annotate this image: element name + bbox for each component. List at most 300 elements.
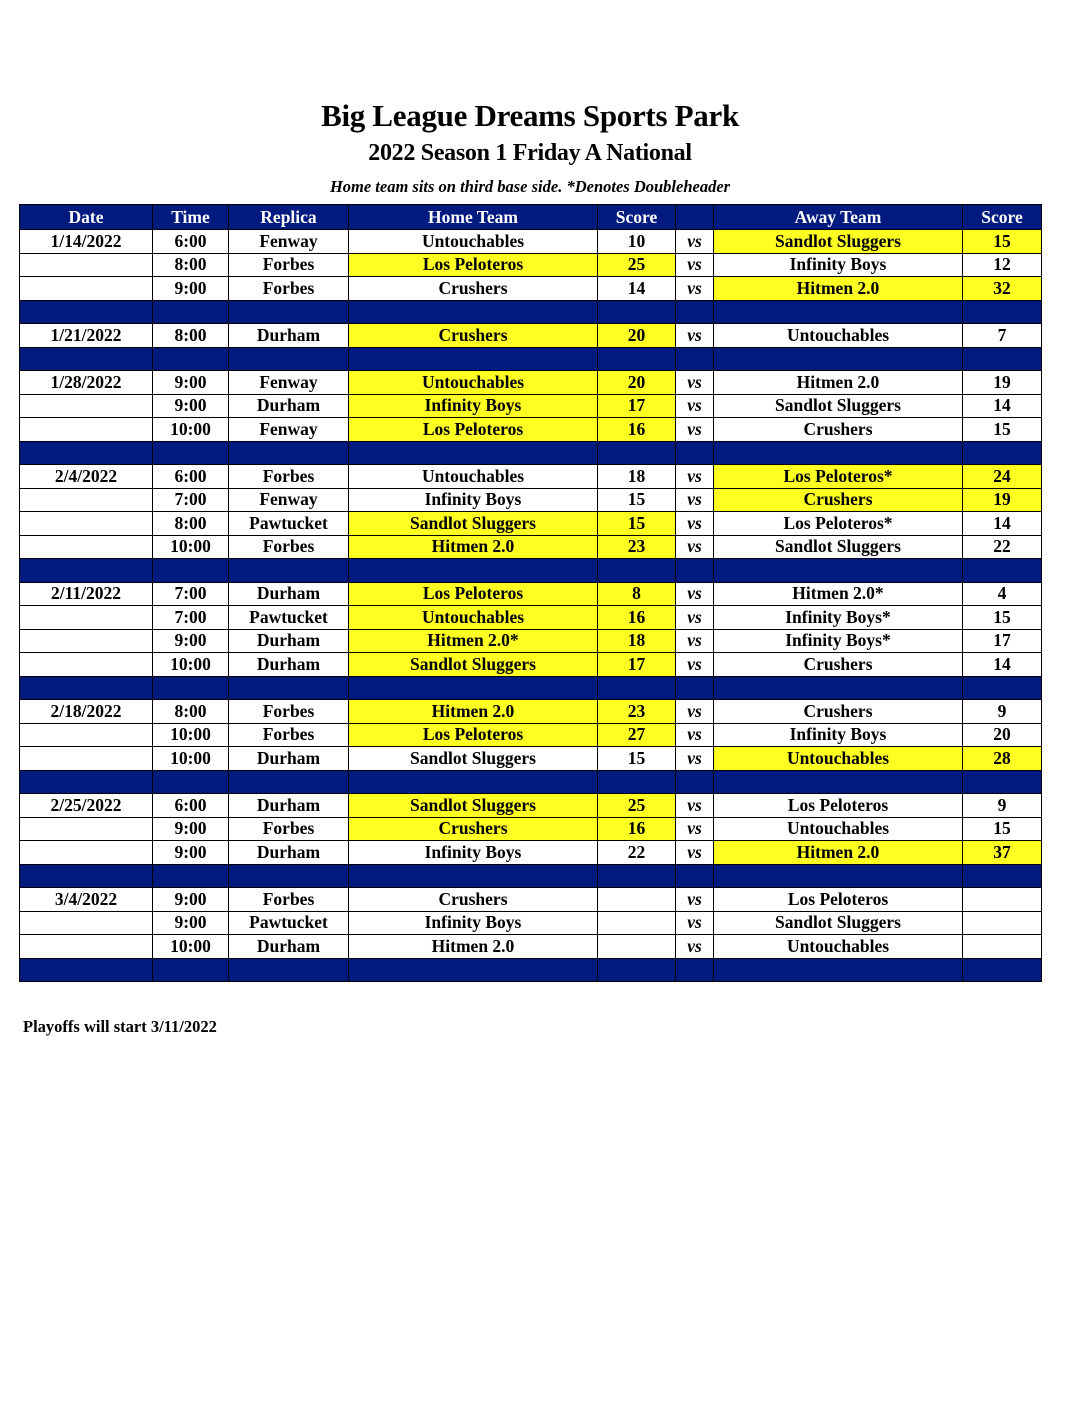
game-row xyxy=(20,277,1042,301)
page-title: Big League Dreams Sports Park xyxy=(321,98,739,133)
time-cell: 9:00 xyxy=(153,629,229,653)
separator-row xyxy=(20,300,1042,324)
replica-field-cell: Forbes xyxy=(229,700,349,724)
game-row xyxy=(20,394,1042,418)
separator-cell xyxy=(598,559,676,583)
col-header-replica: Replica xyxy=(229,205,349,230)
home-score-cell: 10 xyxy=(598,230,676,254)
separator-row xyxy=(20,559,1042,583)
game-row xyxy=(20,606,1042,630)
separator-cell xyxy=(676,864,714,888)
home-team-cell: Hitmen 2.0 xyxy=(349,535,598,559)
away-team-cell: Hitmen 2.0* xyxy=(714,582,963,606)
replica-field-cell: Durham xyxy=(229,324,349,348)
col-header-date: Date xyxy=(20,205,153,230)
separator-row xyxy=(20,347,1042,371)
vs-cell: vs xyxy=(676,535,714,559)
away-score-cell: 7 xyxy=(963,324,1042,348)
replica-field-cell: Fenway xyxy=(229,230,349,254)
time-cell: 9:00 xyxy=(153,888,229,912)
home-team-cell: Los Peloteros xyxy=(349,723,598,747)
away-score-cell: 19 xyxy=(963,371,1042,395)
home-score-cell xyxy=(598,935,676,959)
home-team-cell: Sandlot Sluggers xyxy=(349,653,598,677)
home-team-cell: Infinity Boys xyxy=(349,911,598,935)
separator-cell xyxy=(963,864,1042,888)
separator-row xyxy=(20,864,1042,888)
time-cell: 8:00 xyxy=(153,253,229,277)
date-cell xyxy=(20,512,153,536)
time-cell: 8:00 xyxy=(153,512,229,536)
date-cell: 2/25/2022 xyxy=(20,794,153,818)
game-row xyxy=(20,582,1042,606)
game-row xyxy=(20,324,1042,348)
time-cell: 7:00 xyxy=(153,582,229,606)
home-score-cell: 15 xyxy=(598,488,676,512)
time-cell: 9:00 xyxy=(153,394,229,418)
separator-cell xyxy=(963,441,1042,465)
game-row xyxy=(20,512,1042,536)
home-team-cell: Sandlot Sluggers xyxy=(349,747,598,771)
away-team-cell: Sandlot Sluggers xyxy=(714,394,963,418)
time-cell: 6:00 xyxy=(153,230,229,254)
game-row xyxy=(20,817,1042,841)
separator-cell xyxy=(714,347,963,371)
separator-row xyxy=(20,676,1042,700)
separator-cell xyxy=(598,347,676,371)
away-score-cell: 15 xyxy=(963,418,1042,442)
game-row xyxy=(20,794,1042,818)
separator-cell xyxy=(676,347,714,371)
separator-cell xyxy=(714,300,963,324)
away-score-cell: 32 xyxy=(963,277,1042,301)
home-score-cell: 8 xyxy=(598,582,676,606)
separator-cell xyxy=(598,300,676,324)
game-row xyxy=(20,465,1042,489)
home-team-cell: Crushers xyxy=(349,277,598,301)
separator-cell xyxy=(963,770,1042,794)
separator-cell xyxy=(714,441,963,465)
vs-cell: vs xyxy=(676,253,714,277)
date-cell: 2/4/2022 xyxy=(20,465,153,489)
separator-cell xyxy=(229,958,349,982)
replica-field-cell: Durham xyxy=(229,747,349,771)
vs-cell: vs xyxy=(676,629,714,653)
separator-cell xyxy=(349,864,598,888)
away-team-cell: Untouchables xyxy=(714,817,963,841)
vs-cell: vs xyxy=(676,488,714,512)
replica-field-cell: Forbes xyxy=(229,817,349,841)
home-team-cell: Hitmen 2.0 xyxy=(349,700,598,724)
game-row xyxy=(20,629,1042,653)
vs-cell: vs xyxy=(676,230,714,254)
home-score-cell: 27 xyxy=(598,723,676,747)
home-team-cell: Infinity Boys xyxy=(349,841,598,865)
game-row xyxy=(20,747,1042,771)
separator-cell xyxy=(598,676,676,700)
game-row xyxy=(20,371,1042,395)
vs-cell: vs xyxy=(676,512,714,536)
away-score-cell: 14 xyxy=(963,653,1042,677)
separator-cell xyxy=(676,559,714,583)
col-header-time: Time xyxy=(153,205,229,230)
away-team-cell: Los Peloteros xyxy=(714,888,963,912)
date-cell xyxy=(20,418,153,442)
separator-cell xyxy=(598,958,676,982)
replica-field-cell: Durham xyxy=(229,582,349,606)
separator-cell xyxy=(153,347,229,371)
game-row xyxy=(20,653,1042,677)
away-score-cell: 24 xyxy=(963,465,1042,489)
time-cell: 8:00 xyxy=(153,700,229,724)
replica-field-cell: Durham xyxy=(229,653,349,677)
separator-cell xyxy=(20,676,153,700)
replica-field-cell: Durham xyxy=(229,629,349,653)
vs-cell: vs xyxy=(676,794,714,818)
away-team-cell: Sandlot Sluggers xyxy=(714,911,963,935)
schedule-table xyxy=(19,204,1042,982)
separator-cell xyxy=(676,300,714,324)
separator-cell xyxy=(153,770,229,794)
date-cell xyxy=(20,653,153,677)
away-team-cell: Los Peloteros* xyxy=(714,512,963,536)
replica-field-cell: Forbes xyxy=(229,465,349,489)
replica-field-cell: Forbes xyxy=(229,888,349,912)
home-team-cell: Hitmen 2.0 xyxy=(349,935,598,959)
separator-cell xyxy=(714,958,963,982)
separator-cell xyxy=(153,958,229,982)
schedule-note: Home team sits on third base side. *Denotes Doubleheader xyxy=(329,177,731,196)
date-cell: 1/28/2022 xyxy=(20,371,153,395)
home-score-cell: 20 xyxy=(598,371,676,395)
vs-cell: vs xyxy=(676,324,714,348)
separator-cell xyxy=(349,676,598,700)
table-header-row xyxy=(20,205,1042,230)
home-score-cell: 17 xyxy=(598,394,676,418)
separator-cell xyxy=(153,676,229,700)
date-cell xyxy=(20,394,153,418)
time-cell: 10:00 xyxy=(153,723,229,747)
separator-cell xyxy=(229,864,349,888)
date-cell xyxy=(20,277,153,301)
game-row xyxy=(20,700,1042,724)
home-team-cell: Los Peloteros xyxy=(349,582,598,606)
away-team-cell: Los Peloteros* xyxy=(714,465,963,489)
time-cell: 10:00 xyxy=(153,418,229,442)
time-cell: 6:00 xyxy=(153,465,229,489)
vs-cell: vs xyxy=(676,700,714,724)
home-team-cell: Infinity Boys xyxy=(349,394,598,418)
away-team-cell: Untouchables xyxy=(714,935,963,959)
date-cell xyxy=(20,841,153,865)
away-team-cell: Crushers xyxy=(714,488,963,512)
date-cell: 2/11/2022 xyxy=(20,582,153,606)
away-team-cell: Infinity Boys xyxy=(714,723,963,747)
separator-cell xyxy=(229,441,349,465)
time-cell: 10:00 xyxy=(153,747,229,771)
replica-field-cell: Fenway xyxy=(229,371,349,395)
vs-cell: vs xyxy=(676,465,714,489)
col-header-away-score: Score xyxy=(963,205,1042,230)
vs-cell: vs xyxy=(676,653,714,677)
separator-cell xyxy=(676,441,714,465)
separator-row xyxy=(20,770,1042,794)
date-cell xyxy=(20,817,153,841)
separator-cell xyxy=(20,300,153,324)
vs-cell: vs xyxy=(676,723,714,747)
away-score-cell: 37 xyxy=(963,841,1042,865)
time-cell: 9:00 xyxy=(153,911,229,935)
away-team-cell: Untouchables xyxy=(714,747,963,771)
vs-cell: vs xyxy=(676,888,714,912)
date-cell xyxy=(20,747,153,771)
vs-cell: vs xyxy=(676,747,714,771)
home-team-cell: Sandlot Sluggers xyxy=(349,794,598,818)
separator-cell xyxy=(714,676,963,700)
home-score-cell xyxy=(598,911,676,935)
separator-cell xyxy=(963,676,1042,700)
separator-cell xyxy=(153,441,229,465)
time-cell: 10:00 xyxy=(153,653,229,677)
time-cell: 10:00 xyxy=(153,535,229,559)
vs-cell: vs xyxy=(676,911,714,935)
separator-cell xyxy=(349,347,598,371)
away-score-cell: 15 xyxy=(963,230,1042,254)
time-cell: 9:00 xyxy=(153,841,229,865)
home-team-cell: Hitmen 2.0* xyxy=(349,629,598,653)
away-score-cell: 12 xyxy=(963,253,1042,277)
away-team-cell: Hitmen 2.0 xyxy=(714,371,963,395)
separator-cell xyxy=(676,958,714,982)
home-score-cell: 15 xyxy=(598,747,676,771)
separator-cell xyxy=(229,676,349,700)
home-score-cell: 17 xyxy=(598,653,676,677)
game-row xyxy=(20,253,1042,277)
replica-field-cell: Forbes xyxy=(229,253,349,277)
away-score-cell: 15 xyxy=(963,817,1042,841)
replica-field-cell: Forbes xyxy=(229,277,349,301)
schedule-body xyxy=(20,230,1042,982)
separator-cell xyxy=(598,864,676,888)
date-cell xyxy=(20,535,153,559)
separator-cell xyxy=(229,770,349,794)
game-row xyxy=(20,535,1042,559)
home-score-cell: 25 xyxy=(598,253,676,277)
separator-cell xyxy=(349,441,598,465)
date-cell: 1/21/2022 xyxy=(20,324,153,348)
home-team-cell: Crushers xyxy=(349,324,598,348)
separator-cell xyxy=(229,559,349,583)
home-score-cell: 23 xyxy=(598,700,676,724)
away-score-cell xyxy=(963,935,1042,959)
home-score-cell: 16 xyxy=(598,817,676,841)
away-team-cell: Crushers xyxy=(714,418,963,442)
away-team-cell: Infinity Boys* xyxy=(714,606,963,630)
separator-cell xyxy=(963,347,1042,371)
away-team-cell: Crushers xyxy=(714,700,963,724)
away-score-cell: 28 xyxy=(963,747,1042,771)
date-cell xyxy=(20,629,153,653)
replica-field-cell: Forbes xyxy=(229,723,349,747)
home-score-cell: 18 xyxy=(598,629,676,653)
home-score-cell: 25 xyxy=(598,794,676,818)
replica-field-cell: Durham xyxy=(229,394,349,418)
separator-cell xyxy=(963,958,1042,982)
away-team-cell: Crushers xyxy=(714,653,963,677)
game-row xyxy=(20,911,1042,935)
separator-cell xyxy=(598,441,676,465)
away-team-cell: Hitmen 2.0 xyxy=(714,277,963,301)
vs-cell: vs xyxy=(676,582,714,606)
home-team-cell: Untouchables xyxy=(349,465,598,489)
date-cell xyxy=(20,911,153,935)
away-team-cell: Sandlot Sluggers xyxy=(714,230,963,254)
separator-cell xyxy=(714,559,963,583)
home-score-cell: 18 xyxy=(598,465,676,489)
away-score-cell: 22 xyxy=(963,535,1042,559)
separator-cell xyxy=(598,770,676,794)
game-row xyxy=(20,230,1042,254)
col-header-away-team: Away Team xyxy=(714,205,963,230)
replica-field-cell: Durham xyxy=(229,935,349,959)
away-score-cell: 9 xyxy=(963,794,1042,818)
away-team-cell: Infinity Boys xyxy=(714,253,963,277)
replica-field-cell: Fenway xyxy=(229,488,349,512)
separator-cell xyxy=(20,864,153,888)
vs-cell: vs xyxy=(676,371,714,395)
time-cell: 7:00 xyxy=(153,488,229,512)
home-score-cell xyxy=(598,888,676,912)
date-cell: 1/14/2022 xyxy=(20,230,153,254)
time-cell: 9:00 xyxy=(153,277,229,301)
away-team-cell: Hitmen 2.0 xyxy=(714,841,963,865)
separator-cell xyxy=(229,300,349,324)
away-score-cell: 9 xyxy=(963,700,1042,724)
separator-cell xyxy=(714,770,963,794)
home-score-cell: 20 xyxy=(598,324,676,348)
vs-cell: vs xyxy=(676,394,714,418)
away-team-cell: Sandlot Sluggers xyxy=(714,535,963,559)
home-score-cell: 14 xyxy=(598,277,676,301)
col-header-home-score: Score xyxy=(598,205,676,230)
date-cell xyxy=(20,606,153,630)
separator-cell xyxy=(349,300,598,324)
away-score-cell: 19 xyxy=(963,488,1042,512)
away-team-cell: Infinity Boys* xyxy=(714,629,963,653)
separator-cell xyxy=(20,958,153,982)
separator-cell xyxy=(20,441,153,465)
game-row xyxy=(20,723,1042,747)
vs-cell: vs xyxy=(676,935,714,959)
separator-cell xyxy=(349,559,598,583)
home-score-cell: 23 xyxy=(598,535,676,559)
separator-row xyxy=(20,441,1042,465)
away-score-cell xyxy=(963,911,1042,935)
home-team-cell: Infinity Boys xyxy=(349,488,598,512)
separator-cell xyxy=(153,864,229,888)
date-cell xyxy=(20,935,153,959)
separator-cell xyxy=(676,770,714,794)
date-cell xyxy=(20,488,153,512)
replica-field-cell: Pawtucket xyxy=(229,512,349,536)
separator-cell xyxy=(963,300,1042,324)
replica-field-cell: Forbes xyxy=(229,535,349,559)
vs-cell: vs xyxy=(676,277,714,301)
col-header-home-team: Home Team xyxy=(349,205,598,230)
date-cell: 2/18/2022 xyxy=(20,700,153,724)
separator-cell xyxy=(20,347,153,371)
away-score-cell xyxy=(963,888,1042,912)
page-subtitle: 2022 Season 1 Friday A National xyxy=(368,140,692,166)
away-team-cell: Untouchables xyxy=(714,324,963,348)
home-score-cell: 15 xyxy=(598,512,676,536)
time-cell: 9:00 xyxy=(153,817,229,841)
home-team-cell: Sandlot Sluggers xyxy=(349,512,598,536)
vs-cell: vs xyxy=(676,606,714,630)
playoffs-note: Playoffs will start 3/11/2022 xyxy=(23,1017,217,1036)
replica-field-cell: Durham xyxy=(229,841,349,865)
away-team-cell: Los Peloteros xyxy=(714,794,963,818)
separator-cell xyxy=(349,770,598,794)
separator-cell xyxy=(349,958,598,982)
date-cell: 3/4/2022 xyxy=(20,888,153,912)
separator-cell xyxy=(229,347,349,371)
home-team-cell: Untouchables xyxy=(349,371,598,395)
replica-field-cell: Pawtucket xyxy=(229,606,349,630)
game-row xyxy=(20,418,1042,442)
away-score-cell: 20 xyxy=(963,723,1042,747)
time-cell: 10:00 xyxy=(153,935,229,959)
game-row xyxy=(20,488,1042,512)
home-team-cell: Los Peloteros xyxy=(349,418,598,442)
replica-field-cell: Pawtucket xyxy=(229,911,349,935)
away-score-cell: 14 xyxy=(963,394,1042,418)
separator-cell xyxy=(153,559,229,583)
game-row xyxy=(20,841,1042,865)
home-score-cell: 22 xyxy=(598,841,676,865)
time-cell: 8:00 xyxy=(153,324,229,348)
game-row xyxy=(20,935,1042,959)
away-score-cell: 14 xyxy=(963,512,1042,536)
separator-row xyxy=(20,958,1042,982)
time-cell: 6:00 xyxy=(153,794,229,818)
home-score-cell: 16 xyxy=(598,606,676,630)
separator-cell xyxy=(676,676,714,700)
time-cell: 9:00 xyxy=(153,371,229,395)
vs-cell: vs xyxy=(676,841,714,865)
col-header-vs xyxy=(676,205,714,230)
separator-cell xyxy=(20,770,153,794)
replica-field-cell: Durham xyxy=(229,794,349,818)
home-team-cell: Crushers xyxy=(349,888,598,912)
separator-cell xyxy=(714,864,963,888)
home-team-cell: Los Peloteros xyxy=(349,253,598,277)
separator-cell xyxy=(153,300,229,324)
home-team-cell: Untouchables xyxy=(349,606,598,630)
home-score-cell: 16 xyxy=(598,418,676,442)
away-score-cell: 4 xyxy=(963,582,1042,606)
away-score-cell: 17 xyxy=(963,629,1042,653)
separator-cell xyxy=(963,559,1042,583)
vs-cell: vs xyxy=(676,817,714,841)
home-team-cell: Untouchables xyxy=(349,230,598,254)
home-team-cell: Crushers xyxy=(349,817,598,841)
game-row xyxy=(20,888,1042,912)
replica-field-cell: Fenway xyxy=(229,418,349,442)
vs-cell: vs xyxy=(676,418,714,442)
time-cell: 7:00 xyxy=(153,606,229,630)
separator-cell xyxy=(20,559,153,583)
